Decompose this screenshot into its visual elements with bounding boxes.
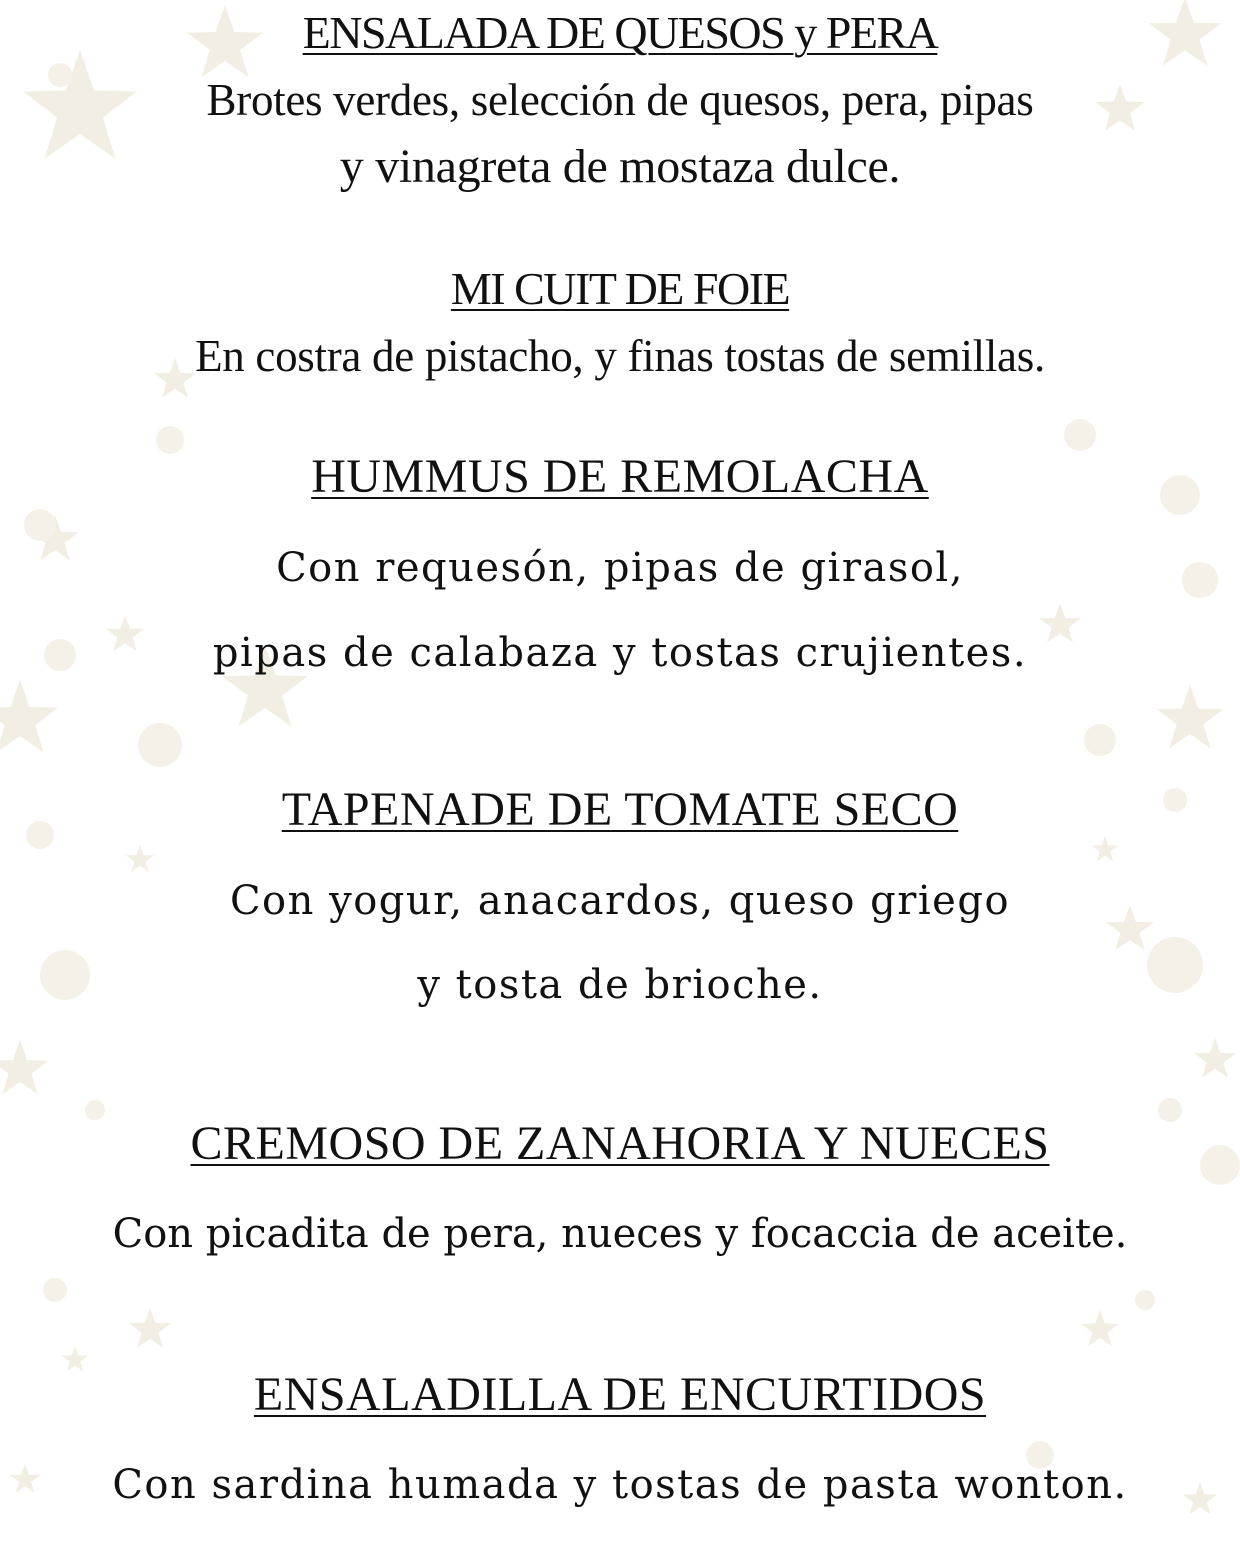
item-description: y vinagreta de mostaza dulce. [339,140,901,193]
item-description: Con yogur, anacardos, queso griego [229,878,1011,924]
item-title: ENSALADA DE QUESOS y PERA [302,7,938,58]
item-title: TAPENADE DE TOMATE SECO [281,783,959,836]
item-description: Con picadita de pera, nueces y focaccia de aceite. [112,1211,1128,1257]
item-description: Brotes verdes, selección de quesos, pera, pipas [206,75,1034,125]
item-title: MI CUIT DE FOIE [450,263,790,314]
item-description: Con sardina humada y tostas de pasta wonton. [112,1462,1128,1508]
item-description: pipas de calabaza y tostas crujientes. [212,630,1028,676]
item-title: ENSALADILLA DE ENCURTIDOS [253,1368,987,1421]
item-title: HUMMUS DE REMOLACHA [311,450,929,503]
item-description: y tosta de brioche. [417,962,823,1008]
item-description: Con requesón, pipas de girasol, [276,545,964,591]
item-title: CREMOSO DE ZANAHORIA Y NUECES [190,1117,1050,1170]
item-description: En costra de pistacho, y finas tostas de semillas. [195,331,1045,381]
